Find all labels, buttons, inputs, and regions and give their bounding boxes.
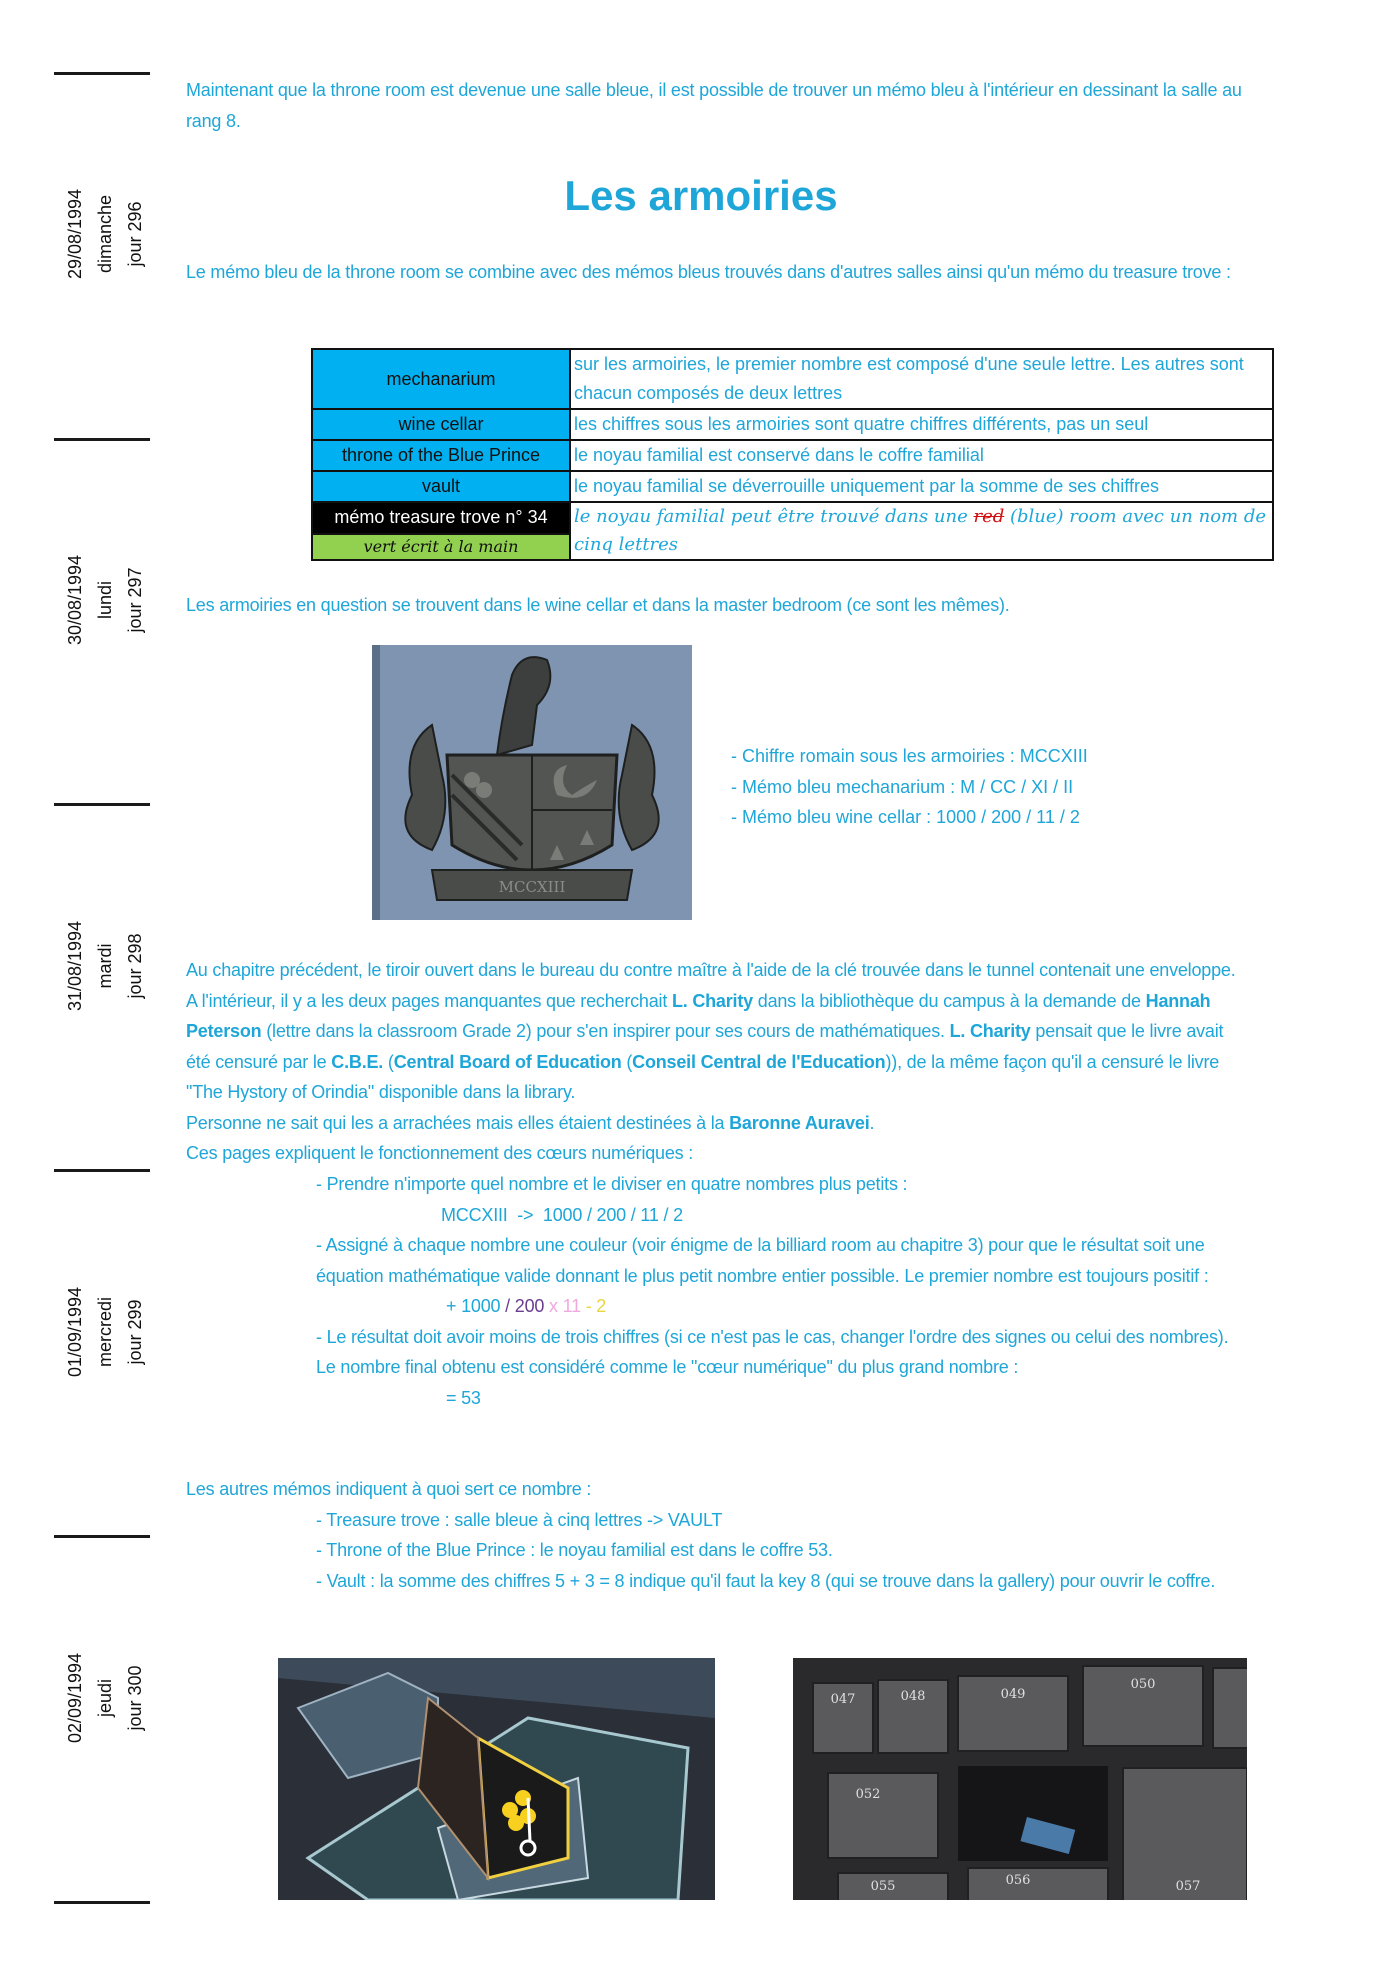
locker-number: 048 (900, 1689, 926, 1704)
day-date: 02/09/1994 (65, 1652, 85, 1744)
locker-number: 055 (870, 1879, 896, 1894)
method-intro: Ces pages expliquent le fonctionnement des cœurs numériques : (186, 1143, 694, 1163)
table-row (312, 471, 1273, 502)
name-hannah-peterson: Hannah Peterson (186, 990, 1211, 1041)
locker-number: 049 (1000, 1687, 1026, 1702)
day-weekday: mercredi (95, 1297, 115, 1368)
day-divider (54, 438, 150, 441)
day-label (40, 876, 170, 1056)
day-weekday: lundi (95, 580, 115, 620)
day-label (40, 510, 170, 690)
table-row (312, 440, 1273, 471)
day-weekday: mardi (95, 943, 115, 989)
name-l-charity: L. Charity (671, 990, 753, 1011)
day-number: jour 296 (125, 201, 145, 267)
day-date: 29/08/1994 (65, 188, 85, 280)
day-divider (54, 1901, 150, 1904)
text: . (869, 1112, 875, 1133)
memo-source: mechanarium (312, 349, 570, 409)
day-number: jour 300 (125, 1665, 145, 1731)
memo-text: le noyau familial est conservé dans le coffre familial (570, 440, 1273, 471)
cbe-full-name: Central Board of Education (393, 1051, 622, 1072)
lockers-icon (793, 1658, 1247, 1900)
uses-intro: Les autres mémos indiquent à quoi sert ce nombre : (186, 1479, 592, 1499)
memo-source: throne of the Blue Prince (312, 440, 570, 471)
memo-text: les chiffres sous les armoiries sont quatre chiffres différents, pas un seul (570, 409, 1273, 440)
memo-text: le noyau familial se déverrouille uniquement par la somme de ses chiffres (570, 471, 1273, 502)
table-row (312, 502, 1273, 534)
locker-number: 052 (855, 1787, 881, 1802)
method-step: - Prendre n'importe quel nombre et le diviser en quatre nombres plus petits : (316, 1174, 908, 1194)
day-number: jour 299 (125, 1299, 145, 1365)
table-row (312, 409, 1273, 440)
uses-section (186, 1474, 1246, 1596)
cbe-french-name: Conseil Central de l'Education (632, 1051, 886, 1072)
locker-number: 047 (830, 1692, 856, 1707)
day-number: jour 297 (125, 567, 145, 633)
story-paragraph (186, 955, 1246, 1169)
crest-note: - Mémo bleu wine cellar : 1000 / 200 / 11 / 2 (731, 807, 1080, 827)
day-divider (54, 1535, 150, 1538)
text: Au chapitre précédent, le tiroir ouvert dans le bureau du contre maître à l'aide de la clé trouvée dans le tunnel contenait une enveloppe. A l'intérieur, il y a les deux pages manquantes que recherchait (186, 960, 1236, 1011)
method-step: - Le résultat doit avoir moins de trois chiffres (si ce n'est pas le cas, changer l'ordre des signes ou celui des nombres). Le nombre final obtenu est considéré comme le "cœur numérique" du plus grand nombre : (316, 1326, 1229, 1377)
locker-number: 056 (1005, 1873, 1031, 1888)
memo-handwritten-text (570, 502, 1273, 560)
equation-term: x 11 (544, 1296, 581, 1316)
method-step: - Assigné à chaque nombre une couleur (voir énigme de la billiard room au chapitre 3) pour que le résultat soit une équation mathématique valide donnant le plus petit nombre entier possible. Le premier nombre est toujours positif : (316, 1235, 1209, 1286)
equation-term: - 2 (580, 1296, 607, 1316)
day-number: jour 298 (125, 933, 145, 999)
date-sidebar (0, 0, 180, 1981)
equation-result: = 53 (446, 1387, 481, 1408)
text: ( (383, 1051, 394, 1072)
table-row (312, 349, 1273, 409)
safe-deposit-boxes-image (793, 1658, 1247, 1900)
day-divider (54, 72, 150, 75)
memo-table (311, 348, 1274, 561)
text: dans la bibliothèque du campus à la demande de (752, 990, 1146, 1011)
equation-term: + 1000 (446, 1296, 501, 1316)
memo-source: vault (312, 471, 570, 502)
combine-paragraph: Le mémo bleu de la throne room se combine avec des mémos bleus trouvés dans d'autres salles ainsi qu'un mémo du treasure trove : (186, 262, 1231, 282)
acronym-cbe: C.B.E. (331, 1051, 384, 1072)
locker-number: 050 (1130, 1677, 1156, 1692)
text: (lettre dans la classroom Grade 2) pour s'en inspirer pour ses cours de mathématiques. (261, 1021, 950, 1041)
crest-note: - Chiffre romain sous les armoiries : MCCXIII (731, 746, 1088, 766)
text: )), de la même façon qu'il a censuré le livre "The Hystory of Orindia" disponible dans la library. (186, 1051, 1220, 1102)
text: ( (621, 1051, 633, 1072)
section-title: Les armoiries (564, 172, 838, 219)
method-split: MCCXIII -> 1000 / 200 / 11 / 2 (441, 1204, 683, 1225)
day-date: 01/09/1994 (65, 1286, 85, 1378)
day-label (40, 1242, 170, 1422)
method-steps (186, 1169, 1246, 1413)
crest-notes (731, 741, 1088, 833)
memo-text: sur les armoiries, le premier nombre est composé d'une seule lettre. Les autres sont chacun composés de deux lettres (570, 349, 1273, 409)
text: Personne ne sait qui les a arrachées mais elles étaient destinées à la (186, 1112, 730, 1133)
equation (186, 1291, 1246, 1322)
coat-of-arms-icon (372, 645, 692, 920)
uses-item: - Treasure trove : salle bleue à cinq lettres -> VAULT (316, 1509, 723, 1530)
uses-item: - Throne of the Blue Prince : le noyau familial est dans le coffre 53. (316, 1540, 833, 1560)
coat-of-arms-image (372, 645, 692, 920)
day-label (40, 144, 170, 324)
location-paragraph: Les armoiries en question se trouvent dans le wine cellar et dans la master bedroom (ce sont les mêmes). (186, 595, 1010, 615)
day-weekday: dimanche (95, 194, 115, 274)
memo-source: wine cellar (312, 409, 570, 440)
memo-text-part: le noyau familial peut être trouvé dans une (574, 506, 974, 527)
chest-icon (278, 1658, 715, 1900)
memo-text-part: (blue) room avec un nom de cinq lettres (574, 506, 1267, 555)
treasure-chest-image (278, 1658, 715, 1900)
equation-term: / 200 (500, 1296, 545, 1316)
text: pensait que le livre avait été censuré par le (186, 1021, 1224, 1072)
day-date: 31/08/1994 (65, 920, 85, 1012)
name-baronne-auravei: Baronne Auravei (729, 1112, 870, 1133)
uses-item: - Vault : la somme des chiffres 5 + 3 = 8 indique qu'il faut la key 8 (qui se trouve dans la gallery) pour ouvrir le coffre. (316, 1570, 1216, 1591)
intro-paragraph: Maintenant que la throne room est devenue une salle bleue, il est possible de trouver un mémo bleu à l'intérieur en dessinant la salle au rang 8. (186, 80, 1242, 131)
day-weekday: jeudi (95, 1678, 115, 1718)
day-label (40, 1608, 170, 1788)
day-divider (54, 803, 150, 806)
day-divider (54, 1169, 150, 1172)
name-l-charity: L. Charity (949, 1021, 1031, 1041)
day-date: 30/08/1994 (65, 554, 85, 646)
memo-source: mémo treasure trove n° 34 (312, 502, 570, 534)
crest-motto: MCCXIII (498, 878, 566, 896)
locker-number: 057 (1175, 1879, 1201, 1894)
struck-word: red (973, 506, 1005, 527)
crest-note: - Mémo bleu mechanarium : M / CC / XI / II (731, 776, 1074, 797)
memo-note: vert écrit à la main (312, 534, 570, 560)
